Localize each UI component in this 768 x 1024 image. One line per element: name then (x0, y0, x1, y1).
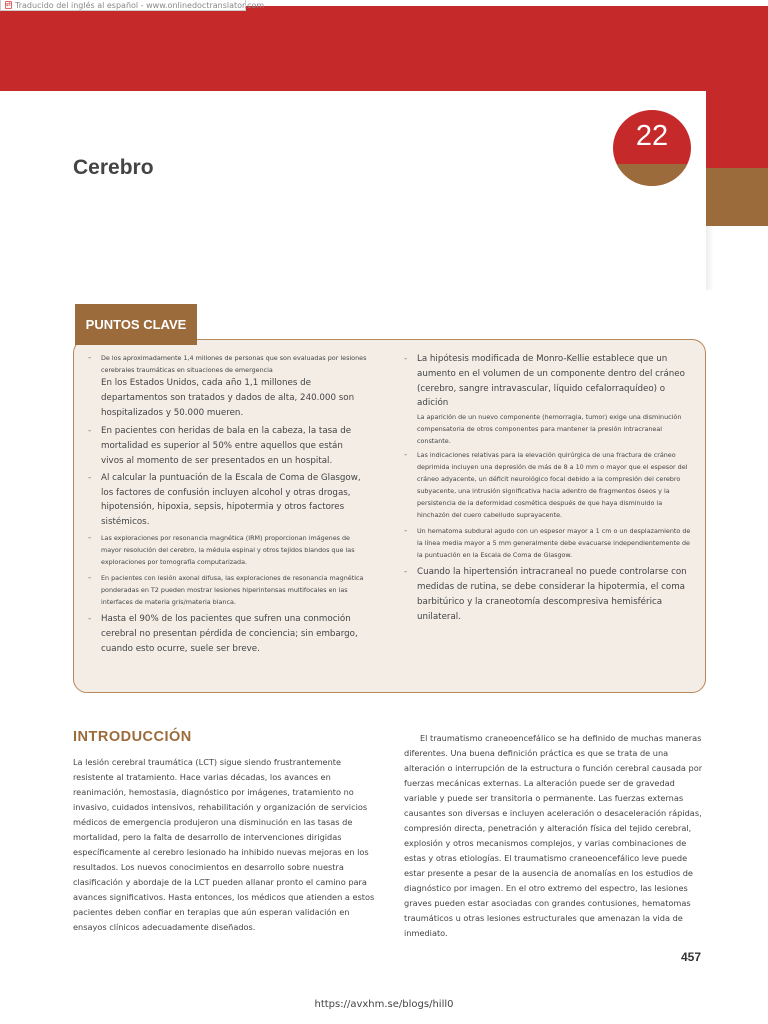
key-point-item (88, 424, 368, 468)
card-shadow (706, 226, 714, 290)
chapter-badge (613, 110, 691, 186)
chapter-badge-lower (613, 164, 691, 186)
chapter-title: Cerebro (73, 156, 154, 179)
key-point-text: - Las exploraciones por resonancia magnética (IRM) proporcionan imágenes de mayor resolución del cerebro, la médula espinal y otros tejidos blandos que las exploraciones por tomografía computarizada. (101, 533, 355, 566)
key-point-text: - Las indicaciones relativas para la elevación quirúrgica de una fractura de cráneo deprimida incluyen una depresión de más de 8 a 10 mm o mayor que el espesor del cráneo adyacente, un déficit neurológico focal debido a la compresión del cerebro subyacente, una intrusión significativa hacia adentro de fragmentos óseos y la persistencia de la deformidad cosmética después de que haya disminuido la hinchazón del cuero cabelludo suprayacente. (417, 451, 688, 520)
translator-banner[interactable] (0, 0, 265, 11)
key-point-text: - Al calcular la puntuación de la Escala de Coma de Glasgow, los factores de confusión incluyen alcohol y otras drogas, hipotensión, hipoxia, sepsis, hipotermia y otros factores sistémicos. (101, 472, 361, 528)
key-point-item (404, 449, 696, 521)
key-point-item (88, 612, 368, 656)
translator-link[interactable]: Traducido del inglés al español - www.onlinedoctranslator.com (15, 0, 265, 10)
section-heading: INTRODUCCIÓN (73, 729, 192, 745)
key-point-continuation: En los Estados Unidos, cada año 1,1 millones de departamentos son tratados y dados de alta, 240.000 son hospitalizados y 50.000 mueren. (101, 378, 355, 418)
key-point-text: - Cuando la hipertensión intracraneal no puede controlarse con medidas de rutina, se debe considerar la hipotermia, el coma barbitúrico y la craneotomía descompresiva hemisférica unilateral. (417, 567, 687, 622)
header-red-band (0, 6, 768, 91)
key-points-right-column (404, 352, 696, 626)
header-red-side (706, 6, 768, 169)
page-number: 457 (681, 950, 702, 964)
intro-paragraph-right: El traumatismo craneoencefálico se ha definido de muchas maneras diferentes. Una buena definición práctica es que se trata de una alteración o interrupción de la estructura o función cerebral causada por fuerzas mecánicas externas. La alteración puede ser de gravedad variable y puede ser transitoria o permanente. Las fuerzas externas causantes son diversas e incluyen aceleración o desaceleración rápidas, compresión directa, penetración y alteración física del tejido cerebral, explosión y otros mecanismos complejos, y varias combinaciones de estas y otras etiologías. El traumatismo craneoencefálico leve puede estar presente a pesar de la ausencia de anomalías en los estudios de diagnóstico por imagen. En el otro extremo del espectro, las lesiones graves pueden estar asociadas con grandes contusiones, hematomas traumáticos u otras lesiones estructurales que amenazan la vida de inmediato. (404, 733, 703, 938)
intro-paragraph-left: La lesión cerebral traumática (LCT) sigue siendo frustrantemente resistente al tratamiento. Hace varias décadas, los avances en reanimación, hemostasia, diagnóstico por imágenes, tratamiento no invasivo, cuidados intensivos, rehabilitación y organización de servicios médicos de emergencia produjeron una disminución en las tasas de mortalidad, pero la falta de desarrollo de intervenciones dirigidas específicamente al cerebro lesionado ha inhibido nuevas mejoras en los resultados. Los nuevos conocimientos en desarrollo sobre nuestra clasificación y abordaje de la LCT pueden allanar pronto el camino para avances significativos. Hasta entonces, los médicos que atienden a estos pacientes deben confiar en terapias que aún esperan validación en ensayos clínicos adecuadamente diseñados. (73, 757, 375, 932)
key-points-box (73, 339, 706, 693)
key-point-text: - De los aproximadamente 1,4 millones de personas que son evaluadas por lesiones cerebrales traumáticas en situaciones de emergencia (101, 354, 367, 374)
key-point-continuation: La aparición de un nuevo componente (hemorragia, tumor) exige una disminución compensatoria de otros componentes para mantener la presión intracraneal constante. (417, 413, 682, 446)
header-brown-side (706, 168, 768, 226)
key-point-item (88, 532, 368, 568)
key-point-item (404, 525, 696, 561)
key-point-text: - En pacientes con heridas de bala en la cabeza, la tasa de mortalidad es superior al 50% entre aquellos que están vivos al momento de ser presentados en un hospital. (101, 426, 352, 466)
key-point-item (88, 471, 368, 530)
key-point-item (88, 572, 368, 608)
footer-url[interactable]: https://avxhm.se/blogs/hill0 (314, 999, 454, 1010)
key-point-item (88, 352, 368, 420)
key-point-item (404, 565, 696, 624)
key-point-item (404, 352, 696, 447)
key-point-text: - La hipótesis modificada de Monro-Kellie establece que un aumento en el volumen de un componente dentro del cráneo (cerebro, sangre intravascular, líquido cefalorraquídeo) o adición (417, 354, 685, 409)
translate-icon: ⇄ (6, 1, 12, 8)
header-card (0, 91, 706, 291)
chapter-number: 22 (635, 120, 669, 152)
key-point-text: - Hasta el 90% de los pacientes que sufren una conmoción cerebral no presentan pérdida de conciencia; sin embargo, cuando esto ocurre, suele ser breve. (101, 613, 358, 654)
key-point-text: - Un hematoma subdural agudo con un espesor mayor a 1 cm o un desplazamiento de la línea media mayor a 5 mm generalmente debe evacuarse independientemente de la puntuación en la Escala de Coma de Glasgow. (417, 527, 691, 560)
key-points-left-column (88, 352, 368, 658)
key-points-label: PUNTOS CLAVE (75, 304, 197, 345)
key-point-text: - En pacientes con lesión axonal difusa, las exploraciones de resonancia magnética ponderadas en T2 pueden mostrar lesiones hiperintensas multifocales en las interfaces de materia gris/materia blanca. (101, 573, 364, 606)
